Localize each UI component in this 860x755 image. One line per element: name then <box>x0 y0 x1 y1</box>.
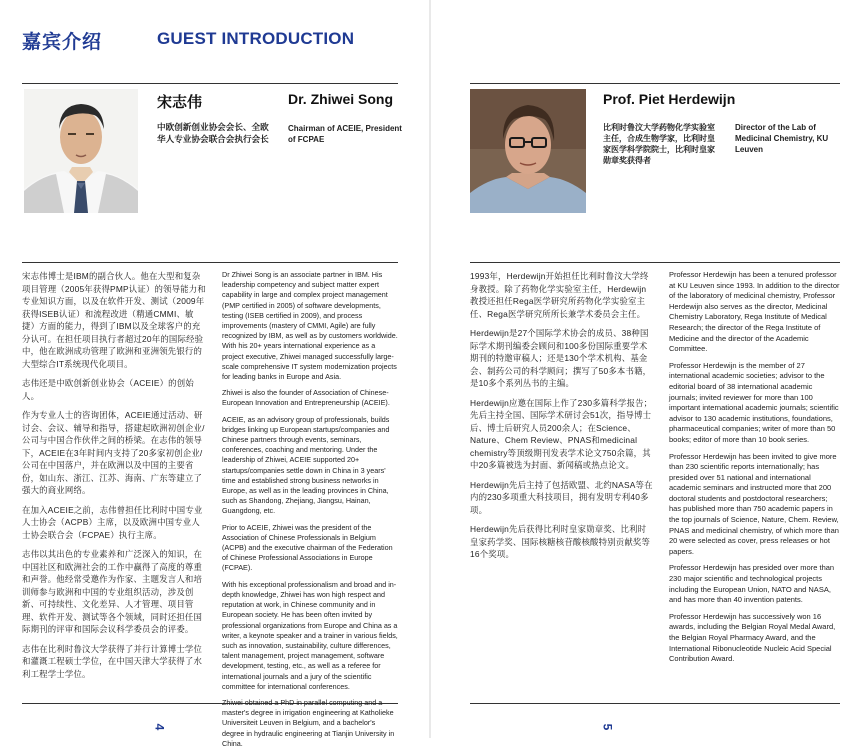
bio-paragraph: Prior to ACEIE, Zhiwei was the president of the Association of Chinese Professionals in Belgium (ACPB) and the executive chairman of the Federation of Chinese Professional Associations in Europe (FCPAE). <box>222 522 393 573</box>
bio-paragraph: Professor Herdewijn has presided over more than 230 major scientific and technological projects including the European Union, NATO and NASA, and has more than 40 invention patents. <box>669 563 835 605</box>
guest-title-zh: 中欧创新创业协会会长、全欧华人专业协会联合会执行会长 <box>157 122 269 144</box>
bio-paragraph: 志伟在比利时鲁汶大学获得了并行计算博士学位和灌溉工程硕士学位，在中国天津大学获得了水利工程学士学位。 <box>22 643 203 679</box>
section-title-zh: 嘉宾介绍 <box>22 32 103 53</box>
page-gutter <box>429 0 431 738</box>
bio-paragraph: Professor Herdewijn has been a tenured professor at KU Leuven since 1993. In addition to the director of the laboratory of medicinal chemistry, Professor Herdewijn also serves as the director, Medicinal Chemistry Laboratory, Rega Institute of Medical Research; the director of the Rega Institute of Medicine and the director of the Academic Committee. <box>669 270 840 354</box>
bottom-rule-right <box>470 703 840 704</box>
bio-paragraph: 志伟以其出色的专业素养和广泛深入的知识，在中国社区和欧洲社会的工作中赢得了高度的尊重和声誉。他经常受邀作为作家、主题发言人和培训师参与欧洲和中国的专业组织活动，涉及创新、可持续性、文化差异、人才管理、项目管理、软件开发、测试等各个领域，同时还担任国际期刊的评审和国际会议科学委员会的评委。 <box>22 549 203 634</box>
bio-paragraph: 作为专业人士的咨询团体，ACEIE通过活动、研讨会、会议、辅导和指导，搭建起欧洲初创企业/公司与中国合作伙伴之间的桥梁。在志伟的领导下，ACEIE在3年时间内支持了20多家初创企业/公司在中国落户，并在欧洲以及中国的主要省份，如山东、浙江、江苏、海南、广东等建立了强大的商业网络。 <box>22 410 205 495</box>
bio-paragraph: 1993年，Herdewijn开始担任比利时鲁汶大学终身教授。除了药物化学实验室主任，Herdewijn教授还担任Rega医学研究所药物化学实验室主任、Rega医学研究所所长兼学术委员会主任。 <box>470 271 649 319</box>
bio-paragraph: Herdewijn先后主持了包括欧盟、北约NASA等在内的230多项重大科技项目，拥有发明专利40多项。 <box>470 479 653 515</box>
guest-photo-piet-herdewijn <box>470 89 586 213</box>
bio-paragraph: 志伟还是中欧创新创业协会（ACEIE）的创始人。 <box>22 378 194 401</box>
guest-name-en: Dr. Zhiwei Song <box>288 91 394 107</box>
mid-rule-left <box>22 262 398 263</box>
bio-paragraph: Professor Herdewijn has been invited to give more than 230 scientific reports internationally; has presided over 51 national and international academic seminars and instructed more that 200 doctoral students and postdoctoral researchers; has published more than 750 academic papers in the top journals of Science, Nature, Chem. Review, PNAS and medicinal chemistry, of which more than 20 were selected as cover, press releases or hot papers. <box>669 451 839 556</box>
bio-paragraph: Herdewijn是27个国际学术协会的成员、38种国际学术期刊编委会顾问和100多份国际重要学术期刊的特邀审稿人；还是130个学术机构、基金会、制药公司的科学顾问；撰写了50多本书籍，是10多个系列丛书的主编。 <box>470 328 652 388</box>
top-rule-right <box>470 83 840 84</box>
mid-rule-right <box>470 262 840 263</box>
page-number-right: 5 <box>600 723 615 731</box>
guest-title-zh-right: 比利时鲁汶大学药物化学实验室主任，合成生物学家，比利时皇家医学科学院院士，比利时皇家勋章奖获得者 <box>603 123 715 165</box>
bio-paragraph: 宋志伟博士是IBM的副合伙人。他在大型和复杂项目管理（2005年获得PMP认证）的领导能力和专业知识方面，以及在软件开发、测试（2009年获得ISEB认证）和流程改进（精通CMMI、敏捷）方面的能力，得到了IBM以及全球客户的充分认可。在担任项目执行者超过20年的国际经验中，他在欧洲成功管理了欧洲和亚洲领先银行的大型综合IT系统现代化项目。 <box>22 271 206 369</box>
section-title-en: GUEST INTRODUCTION <box>157 29 355 48</box>
bio-en-column-left <box>222 270 398 755</box>
guest-title-en: Chairman of ACEIE, President of FCPAE <box>288 124 402 144</box>
bio-zh-column-right <box>470 270 654 568</box>
bio-paragraph: Dr Zhiwei Song is an associate partner in IBM. His leadership competency and subject matter expert capability in large and complex project management (PMP certified in 2005) of software developments, testing (ISEB certified in 2009), and process improvements (mastery of CMMI, Agile) are fully recognized by IBM, as well as by customers worldwide. With his 20+ years international experience as a project executive, Zhiwei managed successfully large-scale comprehensive IT system modernization projects for leading banks in Europe and Asia. <box>222 270 398 382</box>
guest-name-zh: 宋志伟 <box>157 94 203 111</box>
guest-title-en-right: Director of the Lab of Medicinal Chemistry, KU Leuven <box>735 123 829 154</box>
bio-paragraph: With his exceptional professionalism and broad and in-depth knowledge, Zhiwei has won high respect and reputation at work, in Chinese community and in European society. He has been often invited by professional organizations from Europe and China as a writer, a keynote speaker and a trainer in various fields, such as innovation, sustainability, culture differences, talent management, project management, software development, testing, etc., as well as a referee for international journals and a jury of the scientific committee for international conferences. <box>222 579 398 691</box>
bio-paragraph: Zhiwei is also the founder of Association of Chinese-European Innovation and Entrepreneurship (ACEIE). <box>222 388 390 408</box>
guest-photo-zhiwei-song <box>24 89 138 213</box>
bio-zh-column-left <box>22 270 206 687</box>
bio-paragraph: Zhiwei obtained a PhD in parallel computing and a master's degree in irrigation engineering at Katholieke Universiteit Leuven in Belgium, and a bachelor's degree in hydraulic engineering at Tianjin University in China. <box>222 697 395 748</box>
guest-name-en-right: Prof. Piet Herdewijn <box>603 91 736 107</box>
top-rule-left <box>22 83 398 84</box>
bio-en-column-right <box>669 270 840 671</box>
bio-paragraph: Herdewijn先后获得比利时皇家勋章奖、比利时皇家药学奖、国际核糖核苷酸核酸特别贡献奖等16个奖项。 <box>470 524 651 559</box>
bio-paragraph: 在加入ACEIE之前，志伟曾担任比利时中国专业人士协会（ACPB）主席，以及欧洲中国专业人士协会联合会（FCPAE）执行主席。 <box>22 504 203 540</box>
page-number-left: 4 <box>152 723 167 731</box>
bio-paragraph: Professor Herdewijn has successively won 16 awards, including the Belgian Royal Medal Award, the Belgian Royal Pharmacy Award, and the International Ribonucleotide Nucleic Acid Special Contribution Award. <box>669 611 836 664</box>
bio-paragraph: Professor Herdewijn is the member of 27 international academic societies; advisor to the editorial board of 38 international academic journals; invited reviewer for more than 100 important international academic journals; scientific advisor to 130 academic institutions, foundations, pharmaceutical companies; writer of more than 50 books; editor of more than 10 book series. <box>669 360 839 444</box>
bio-paragraph: ACEIE, as an advisory group of professionals, builds bridges linking up European startups/companies and Chinese partners through events, seminars, conferences, coaching and mentoring. Under the leadership of Zhiwei, ACEIE supported 20+ startups/companies settle down in China in 3 years' time and established strong business networks in Europe, as well as in the leading provinces in China, such as Shandong, Zhejiang, Jiangsu, Hainan, Guangdong, etc. <box>222 414 390 516</box>
bio-paragraph: Herdewijn应邀在国际上作了230多篇科学报告；先后主持全国、国际学术研讨会51次，指导博士后、博士后研究人员200余人；在Science、Nature、Chem Review、PNAS和medicinal chemistry等顶级期刊发表学术论文750余篇，其中20多篇被选为封面、新闻稿或热点论文。 <box>470 397 653 470</box>
